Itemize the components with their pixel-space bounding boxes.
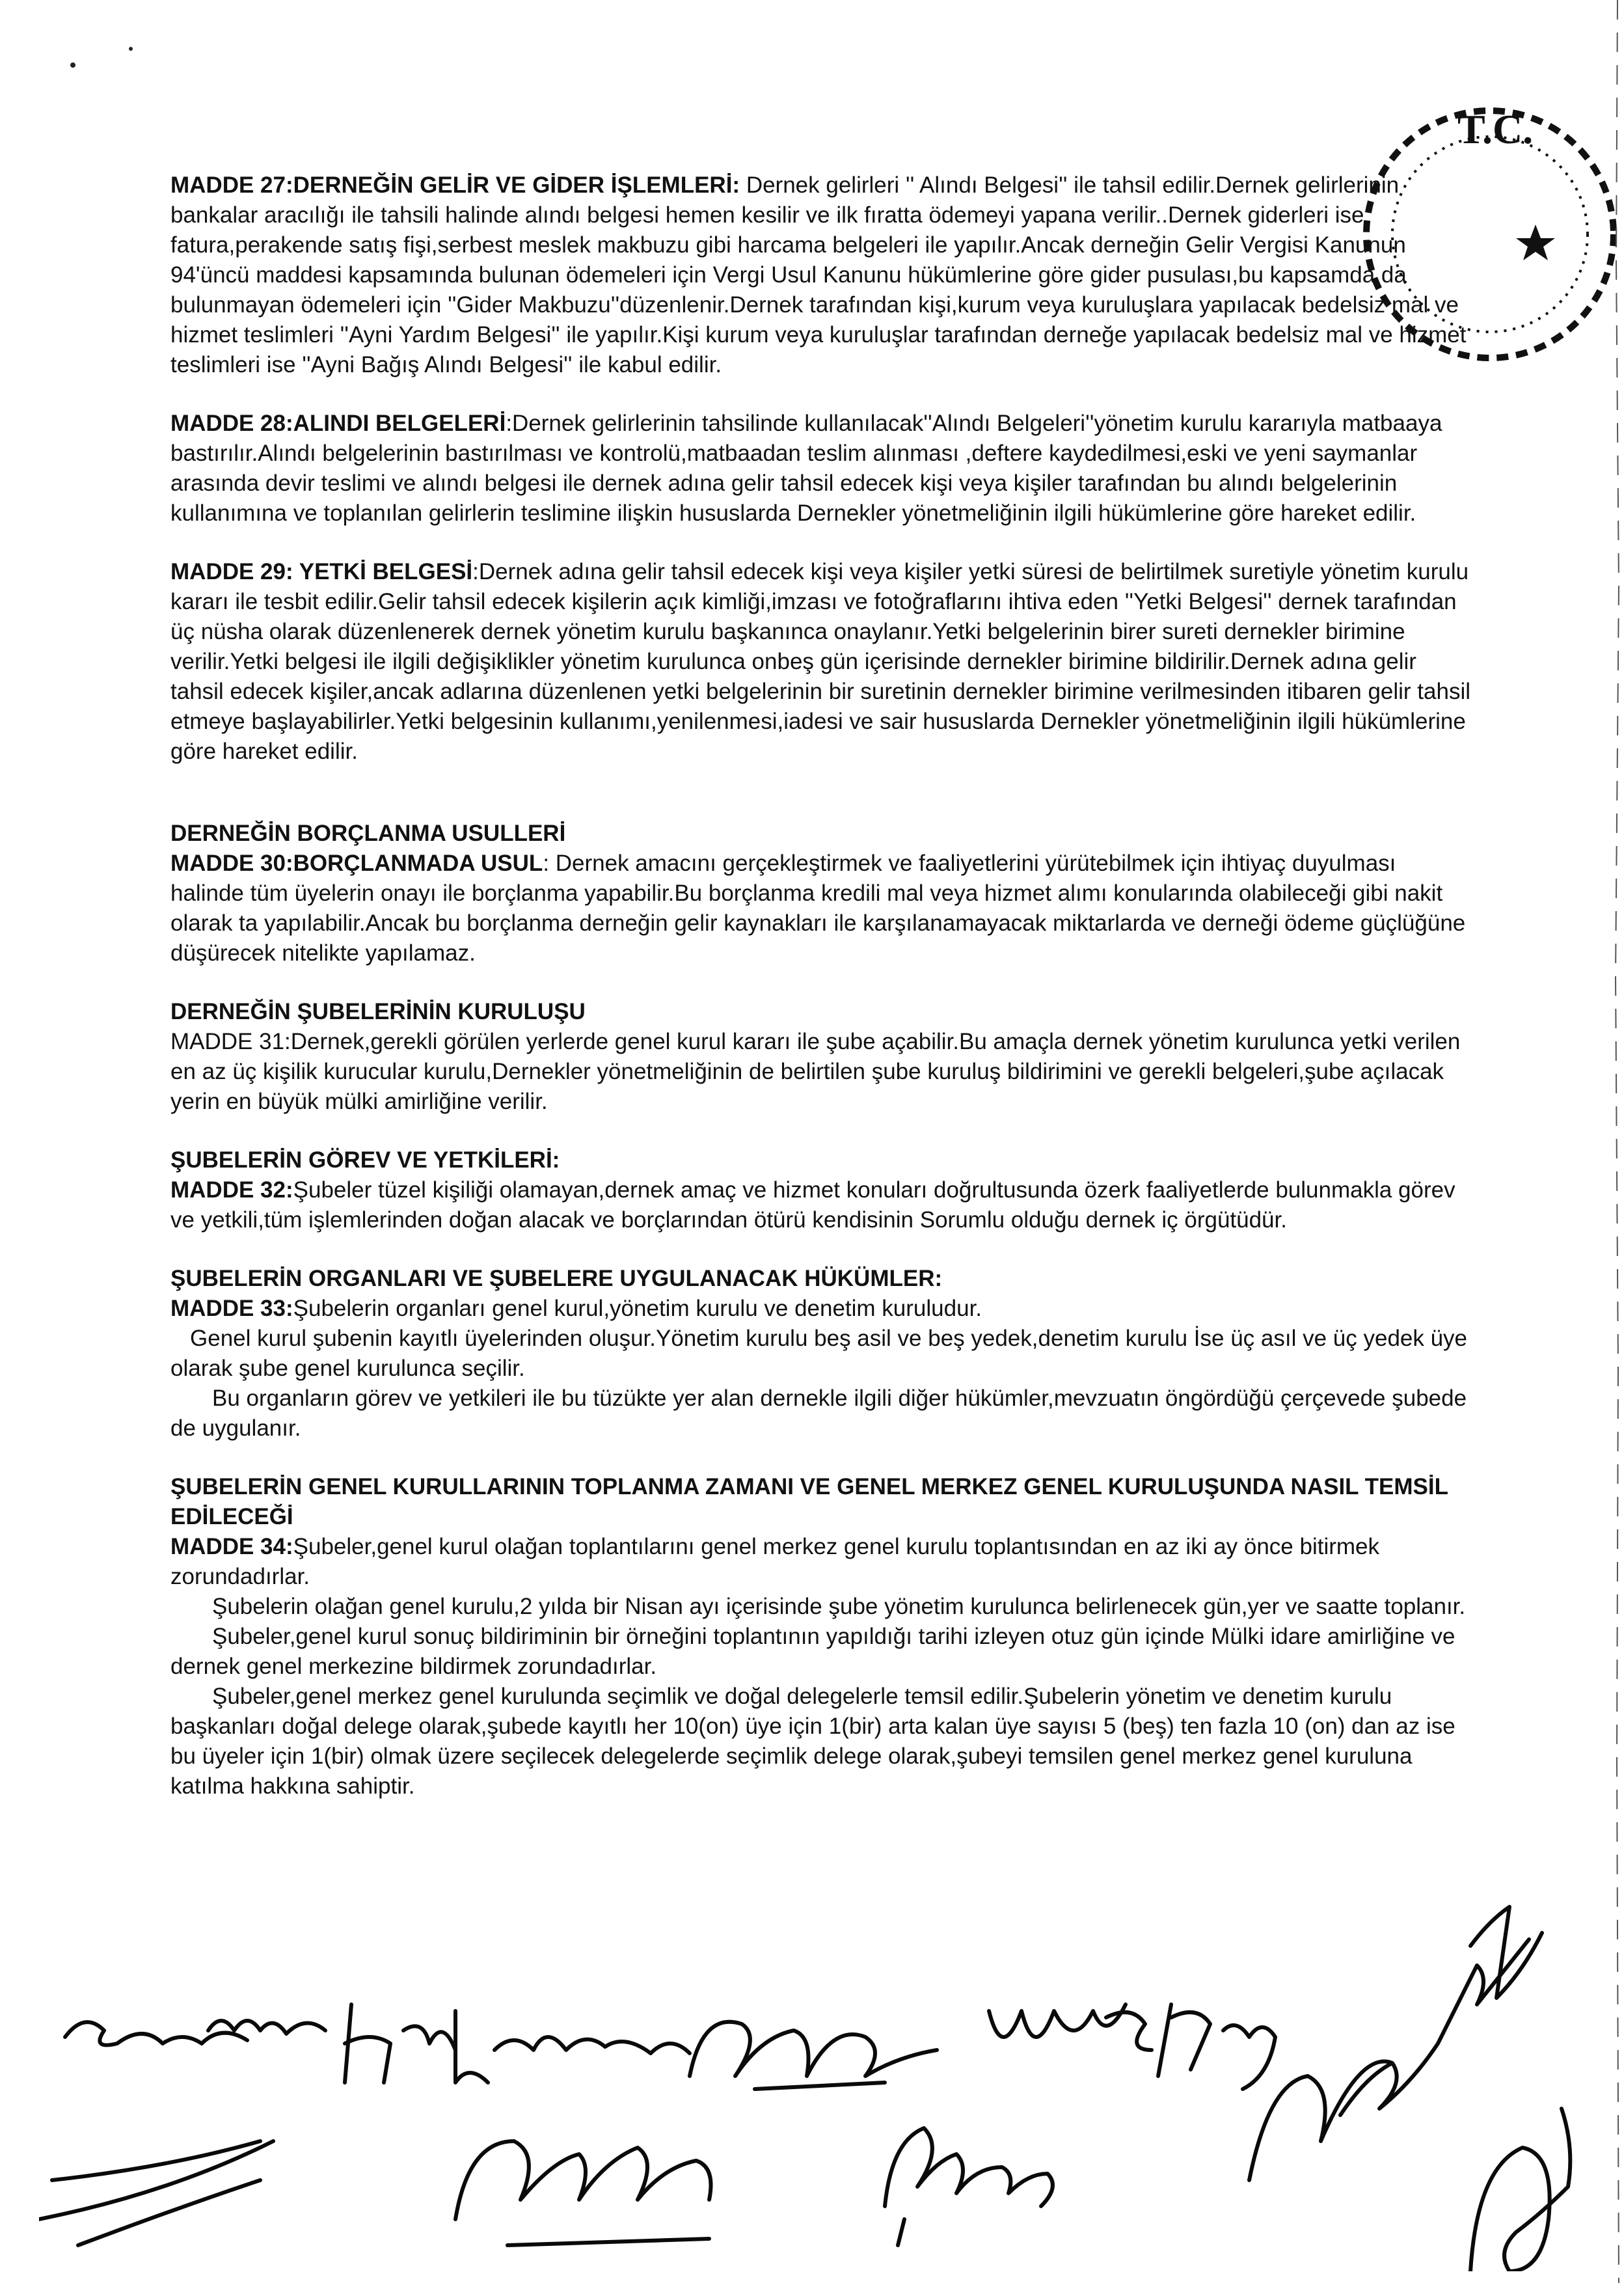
- madde-27: [170, 171, 1472, 380]
- signature-7-name: Ali Erdal: [455, 2206, 458, 2207]
- madde-32-label: MADDE 32:: [170, 1177, 293, 1203]
- madde-34-p2: Şubelerin olağan genel kurulu,2 yılda bir Nisan ayı içerisinde şube yönetim kurulunca belirlenecek gün,yer ve saatte toplanır.: [212, 1594, 1466, 1619]
- madde-33-line2: Genel kurul şubenin kayıtlı üyelerinden oluşur.Yönetim kurulu beş asil ve beş yedek,denetim kurulu İse üç asıl ve üç yedek üye olarak şube genel kurulunca seçilir.: [170, 1326, 1468, 1381]
- signature-8: [39, 2141, 273, 2245]
- section-heading: ŞUBELERİN GÖREV VE YETKİLERİ:: [170, 1147, 560, 1173]
- section-borclanma: [170, 819, 1472, 968]
- madde-30-text: : Dernek amacını gerçekleştirmek ve faaliyetlerini yürütebilmek için ihtiyaç duyulması halinde tüm üyelerin onayı ile borçlanma yapabilir.Bu borçlanma kredili mal veya hizmet alımı konularında olabileceği gibi nakit olarak ta yapılabilir.Ancak bu borçlanma derneğin gelir kaynakları ile karşılanamayacak miktarlarda ve derneği ödeme güçlüğüne düşürecek nitelikte yapılamaz.: [170, 851, 1466, 966]
- madde-29: [170, 557, 1472, 767]
- signature-3: [690, 2022, 937, 2089]
- scan-edge: [1598, 0, 1624, 2283]
- signature-5: [1249, 1907, 1542, 2180]
- section-heading: DERNEĞİN BORÇLANMA USULLERİ: [170, 821, 566, 846]
- madde-34-text: Şubeler,genel kurul olağan toplantılarını genel merkez genel kurulu toplantısından en az iki ay önce bitirmek zorundadırlar.: [170, 1534, 1379, 1589]
- section-heading: DERNEĞİN ŞUBELERİNİN KURULUŞU: [170, 999, 586, 1024]
- madde-28: [170, 409, 1472, 528]
- madde-30-label: MADDE 30:BORÇLANMADA USUL: [170, 851, 543, 876]
- star-icon: [1516, 225, 1555, 260]
- signature-7: [455, 2141, 711, 2245]
- crescent-icon: [1458, 195, 1498, 273]
- section-heading: ŞUBELERİN ORGANLARI VE ŞUBELERE UYGULANACAK HÜKÜMLER:: [170, 1266, 943, 1291]
- official-seal: [1327, 85, 1624, 384]
- signature-4-name: Mustafa Erhan: [989, 2030, 993, 2031]
- signature-9: [1470, 2109, 1570, 2271]
- signature-1-name: Hasan kurt: [78, 2030, 81, 2031]
- signature-area: [39, 1165, 1624, 2271]
- scan-speck: [129, 47, 133, 51]
- madde-28-text: :Dernek gelirlerinin tahsilinde kullanılacak''Alındı Belgeleri''yönetim kurulu kararıyla matbaaya bastırılır.Alındı belgelerinin bastırılması ve kontrolü,matbaadan teslim alınması ,deftere kaydedilmesi,eski ve yeni saymanlar arasında devir teslimi ve alındı belgesi ile dernek adına gelir tahsil edecek kişi veya kişiler tarafından bu alındı belgelerinin kullanımına ve toplanılan gelirlerin teslimine ilişkin hususlarda Dernekler yönetmeliğinin ilgili hükümlerine göre hareket edilir.: [170, 411, 1442, 526]
- section-sube-kurulus: [170, 997, 1472, 1117]
- seal-text: T.C.: [1457, 106, 1534, 152]
- signature-6-name: Akkeser: [885, 2206, 887, 2207]
- signature-4: [989, 2004, 1275, 2089]
- madde-33-label: MADDE 33:: [170, 1296, 293, 1321]
- signature-3-name: Fadıl Akdut: [690, 2030, 693, 2031]
- signature-2: [345, 2004, 690, 2083]
- scan-speck: [70, 62, 75, 68]
- madde-27-text: Dernek gelirleri '' Alındı Belgesi'' ile tahsil edilir.Dernek gelirlerinin bankalar aracılığı ile tahsili halinde alındı belgesi hemen kesilir ve ilk fıratta ödemeyi yapana verilir..Dernek giderleri ise fatura,perakende satış fişi,serbest meslek makbuzu gibi harcama belgeleri ile yapılır.Ancak derneğin Gelir Vergisi Kanunun 94'üncü maddesi kapsamında bulunan ödemeleri için Vergi Usul Kanunu hükümlerine göre gider pusulası,bu kapsamda da bulunmayan ödemeleri için ''Gider Makbuzu''düzenlenir.Dernek tarafından kişi,kurum veya kuruluşlara yapılacak bedelsiz mal ve hizmet teslimleri ''Ayni Yardım Belgesi'' ile yapılır.Kişi kurum veya kuruluşlar tarafından derneğe yapılacak bedelsiz mal ve hizmet teslimleri ise ''Ayni Bağış Alındı Belgesi'' ile kabul edilir.: [170, 172, 1467, 377]
- madde-27-label: MADDE 27:DERNEĞİN GELİR VE GİDER İŞLEMLERİ:: [170, 172, 740, 198]
- signature-6: [885, 2128, 1053, 2245]
- madde-29-label: MADDE 29: YETKİ BELGESİ: [170, 559, 473, 584]
- madde-34-label: MADDE 34:: [170, 1534, 293, 1559]
- section-heading: ŞUBELERİN GENEL KURULLARININ TOPLANMA ZAMANI VE GENEL MERKEZ GENEL KURULUŞUNDA NASIL TEMSİL EDİLECEĞİ: [170, 1474, 1448, 1529]
- madde-32-text: Şubeler tüzel kişiliği olamayan,dernek amaç ve hizmet konuları doğrultusunda özerk faaliyetlerde bulunmakla görev ve yetkili,tüm işlemlerinden doğan alacak ve borçlarından ötürü kendisinin Sorumlu olduğu dernek iç örgütüdür.: [170, 1177, 1455, 1233]
- madde-28-label: MADDE 28:ALINDI BELGELERİ: [170, 411, 506, 436]
- madde-33-text: Şubelerin organları genel kurul,yönetim kurulu ve denetim kuruludur.: [293, 1296, 982, 1321]
- madde-34-p4: Şubeler,genel merkez genel kurulunda seçimlik ve doğal delegelerle temsil edilir.Şubelerin yönetim ve denetim kurulu başkanları doğal delege olarak,şubede kayıtlı her 10(on) üye için 1(bir) arta kalan üye sayısı 5 (beş) ten fazla 10 (on) dan az ise bu üyeler için 1(bir) olmak üzere seçilecek delegelerde seçimlik delege olarak,şubeyi temsilen genel merkez genel kuruluna katılma hakkına sahiptir.: [170, 1684, 1455, 1799]
- signature-2-name: Hale Kırkizoğlu: [351, 2030, 356, 2031]
- signature-5-name: Nilüfer Fadıllıoğulları: [1275, 2030, 1281, 2031]
- madde-33-line3: Bu organların görev ve yetkileri ile bu tüzükte yer alan dernekle ilgili diğer hükümler,mevzuatın öngördüğü çerçevede şubede de uygulanır.: [170, 1386, 1467, 1441]
- signature-1: [65, 2021, 325, 2045]
- madde-34-p3: Şubeler,genel kurul sonuç bildiriminin bir örneğini toplantının yapıldığı tarihi izleyen otuz gün içinde Mülki idare amirliğine ve dernek genel merkezine bildirmek zorundadırlar.: [170, 1624, 1455, 1679]
- madde-29-text: :Dernek adına gelir tahsil edecek kişi veya kişiler yetki süresi de belirtilmek suretiyle yönetim kurulu kararı ile tesbit edilir.Gelir tahsil edecek kişilerin açık kimliği,imzası ve fotoğraflarını ihtiva eden ''Yetki Belgesi'' dernek tarafından üç nüsha olarak düzenlenerek dernek yönetim kurulu başkanınca onaylanır.Yetki belgelerinin birer sureti dernekler birimine verilir.Yetki belgesi ile ilgili değişiklikler yönetim kurulunca onbeş gün içerisinde dernekler birimine bildirilir.Dernek adına gelir tahsil edecek kişiler,ancak adlarına düzenlenen yetki belgelerinin bir suretinin dernekler birimine verilmesinden itibaren gelir tahsil etmeye başlayabilirler.Yetki belgesinin kullanımı,yenilenmesi,iadesi ve sair hususlarda Dernekler yönetmeliğinin ilgili hükümlerine göre hareket edilir.: [170, 559, 1471, 764]
- madde-31-text: MADDE 31:Dernek,gerekli görülen yerlerde genel kurul kararı ile şube açabilir.Bu amaçla dernek yönetim kurulunca yetki verilen en az üç kişilik kurucular kurulu,Dernekler yönetmeliğinin de belirtilen şube kuruluş bildirimini ve gerekli belgeleri,şube açılacak yerin en büyük mülki amirliğine verilir.: [170, 1029, 1461, 1114]
